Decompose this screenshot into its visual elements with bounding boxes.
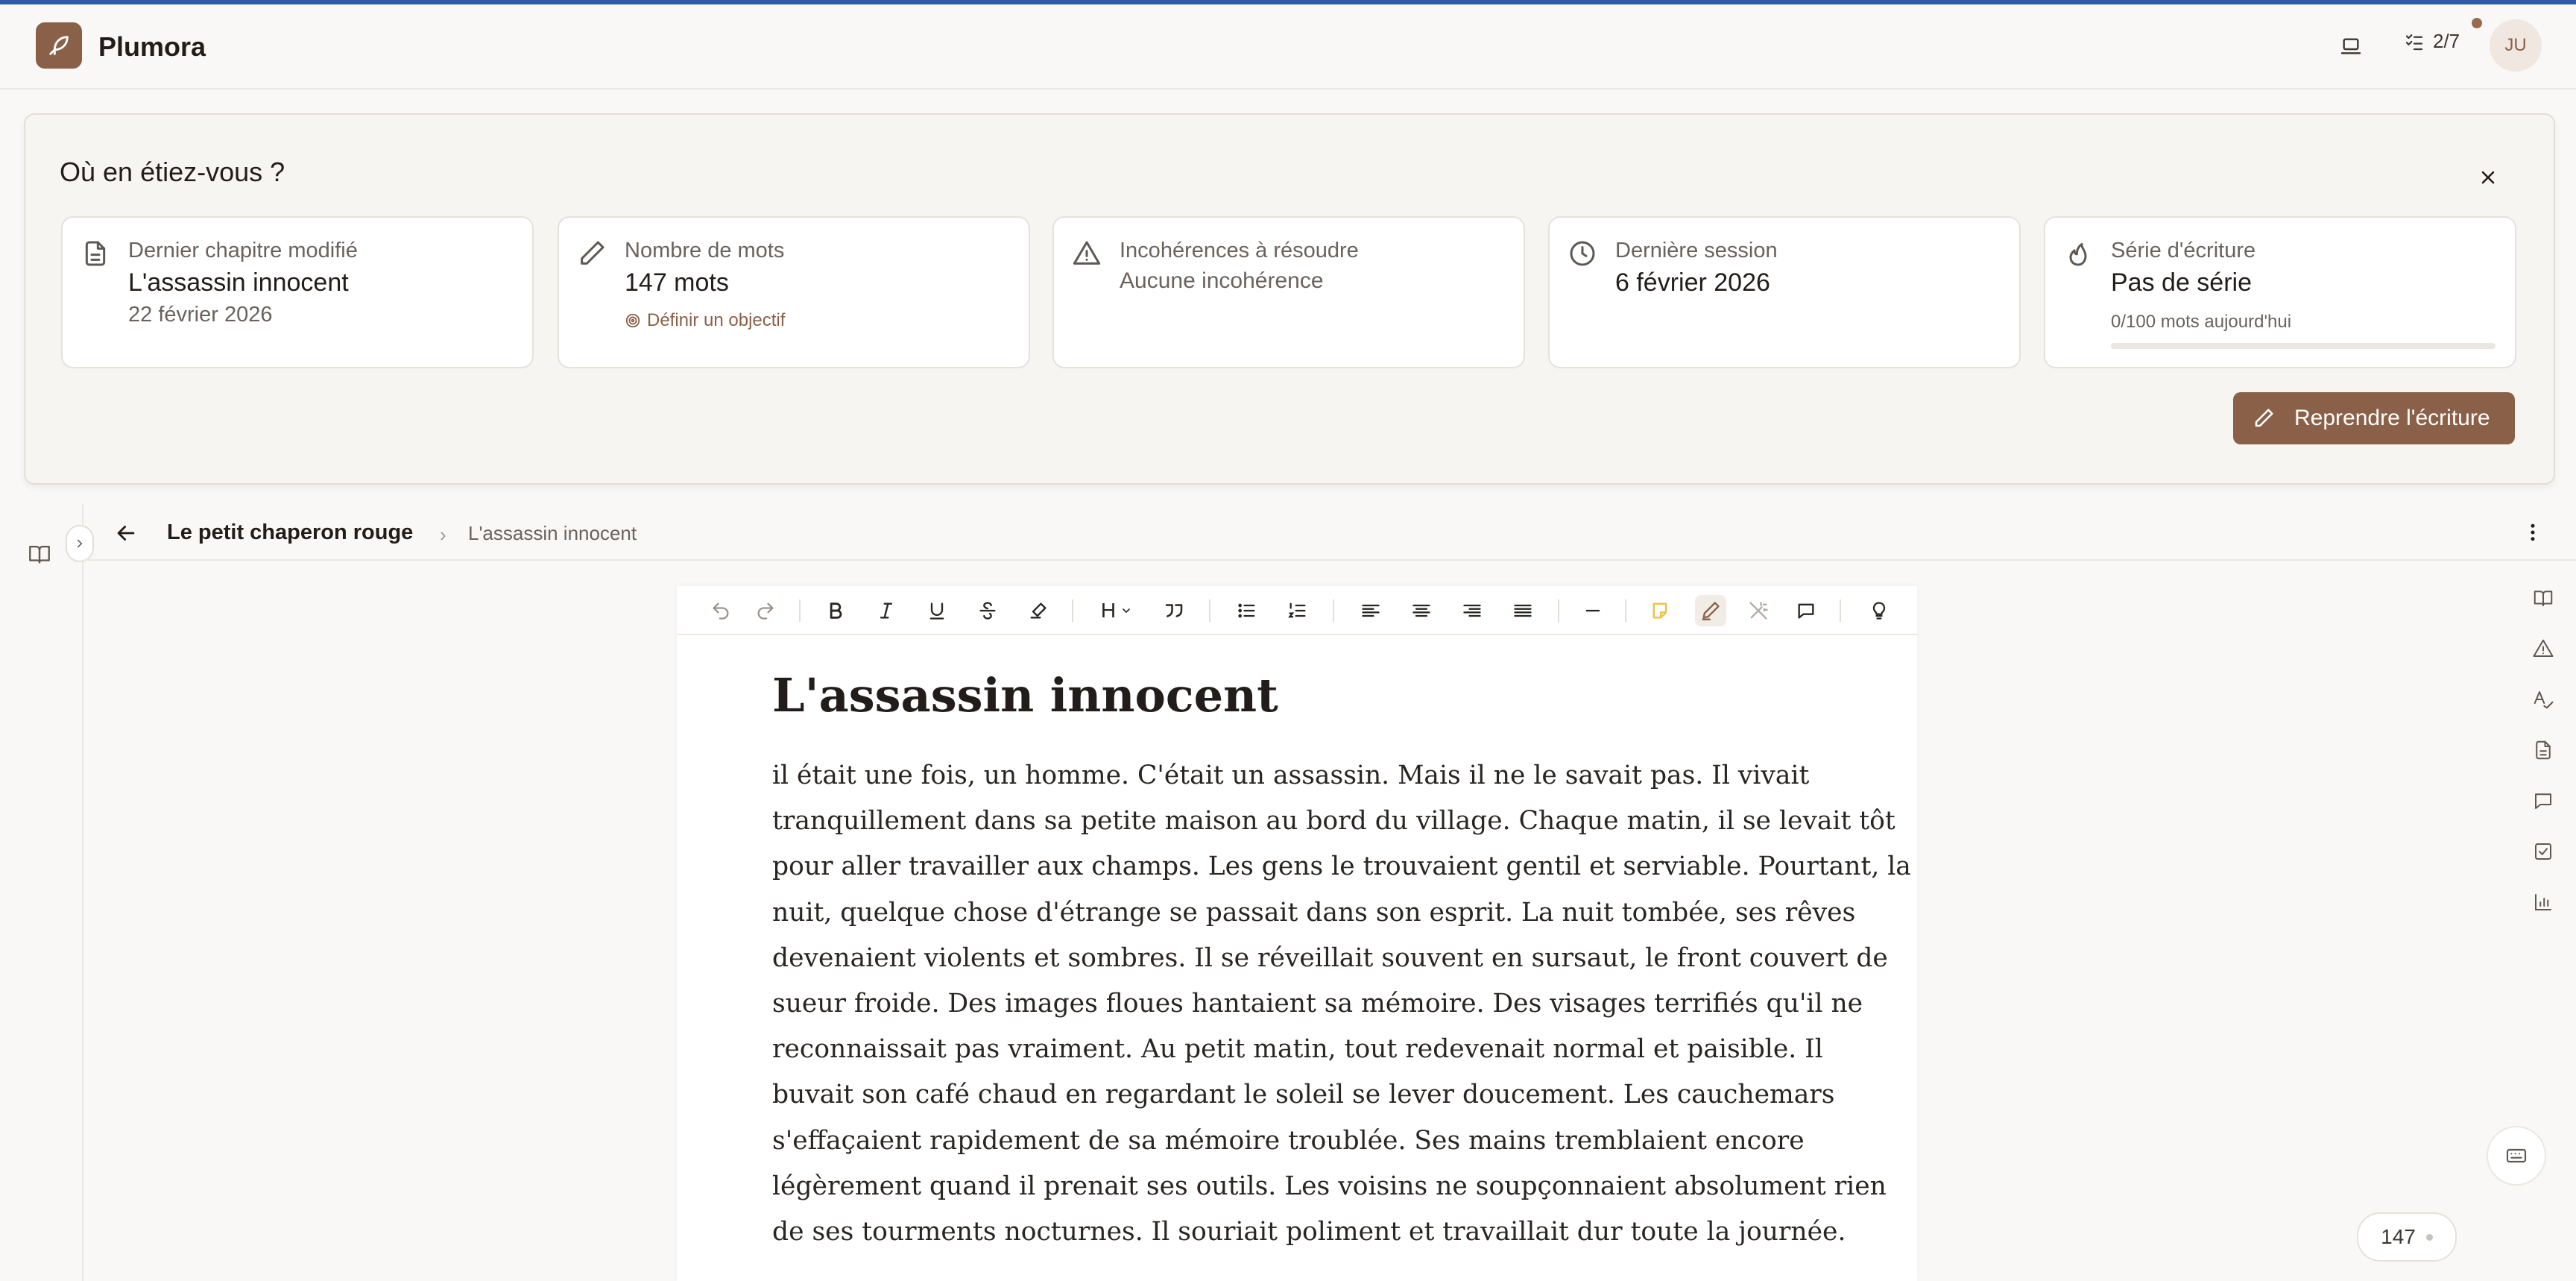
bar-chart-icon	[2532, 891, 2554, 913]
close-icon	[2478, 167, 2498, 188]
document-title[interactable]: L'assassin innocent	[772, 668, 1278, 723]
text-line: tranquillement dans sa petite maison au bord du village. Chaque matin, il se levait tôt	[772, 806, 1895, 837]
card-value: Pas de série	[2111, 268, 2252, 297]
toolbar-divider	[799, 599, 801, 622]
back-button[interactable]	[113, 520, 139, 550]
strikethrough-button[interactable]	[972, 595, 1003, 626]
more-vertical-icon	[2522, 521, 2544, 544]
book-icon	[2532, 587, 2554, 609]
document-body[interactable]	[772, 753, 1911, 1255]
resume-writing-label: Reprendre l'écriture	[2294, 406, 2490, 430]
app-title: Plumora	[98, 31, 206, 62]
heading-label: H	[1100, 599, 1117, 622]
undo-icon	[710, 600, 731, 621]
horizontal-rule-button[interactable]	[1577, 595, 1609, 626]
text-line: de ses tourments nocturnes. Il souriait poliment et travaillait dur toute la journée.	[772, 1217, 1846, 1247]
text-line: pour aller travailler aux champs. Les gens le trouvaient gentil et serviable. Pourtant, la	[772, 852, 1911, 882]
bold-button[interactable]	[820, 595, 851, 626]
minus-icon	[1582, 600, 1603, 621]
comment-icon	[1796, 600, 1816, 621]
card-label: Nombre de mots	[625, 239, 785, 262]
chevron-down-icon	[1120, 605, 1132, 617]
task-progress-count: 2/7	[2433, 30, 2460, 52]
pencil-icon	[2253, 407, 2275, 429]
redo-button[interactable]	[750, 595, 781, 626]
card-date: 22 février 2026	[128, 303, 273, 327]
left-rail	[0, 504, 83, 1281]
app-header	[0, 4, 2576, 89]
text-line: reconnaissait pas vraiment. Au petit matin, tout redevenait normal et paisible. Il	[772, 1034, 1823, 1065]
strikethrough-icon	[977, 600, 998, 621]
status-dot	[2426, 1234, 2433, 1241]
card-inconsistencies[interactable]	[1052, 216, 1525, 368]
align-right-button[interactable]	[1456, 595, 1488, 626]
toolbar-divider	[1333, 599, 1334, 622]
numbered-list-button[interactable]	[1282, 595, 1313, 626]
bold-icon	[825, 600, 846, 621]
text-line: s'effaçaient rapidement de sa mémoire troublée. Ses mains tremblaient encore	[772, 1125, 1805, 1156]
text-line: nuit, quelque chose d'étrange se passait dans son esprit. La nuit tombée, ses rêves	[772, 897, 1856, 928]
pencil-icon	[577, 239, 607, 268]
book-sidebar-button[interactable]	[27, 541, 52, 570]
underline-button[interactable]	[921, 595, 953, 626]
heading-dropdown[interactable]	[1094, 595, 1139, 626]
justify-icon	[1512, 600, 1533, 621]
target-icon	[625, 312, 641, 329]
align-left-button[interactable]	[1355, 595, 1386, 626]
app-logo[interactable]	[36, 22, 82, 69]
task-progress-button[interactable]	[2403, 30, 2460, 53]
keyboard-icon	[2504, 1144, 2528, 1168]
card-last-session	[1548, 216, 2021, 368]
book-icon	[27, 541, 52, 567]
highlight-button[interactable]	[1695, 595, 1726, 626]
text-line: sueur froide. Des images floues hantaient sa mémoire. Des visages terrifiés qu'il ne	[772, 989, 1863, 1019]
align-left-icon	[1360, 600, 1381, 621]
more-options-button[interactable]	[2519, 519, 2546, 546]
card-value: 6 février 2026	[1615, 268, 1770, 297]
set-goal-link[interactable]	[625, 310, 785, 331]
feather-icon	[46, 33, 72, 58]
breadcrumb-chapter: L'assassin innocent	[468, 522, 637, 544]
text-line: légèrement quand il prenait ses outils. Les voisins ne soupçonnaient absolument rien	[772, 1171, 1887, 1201]
panel-title: Où en étiez-vous ?	[60, 157, 285, 187]
text-line: buvait son café chaud en regardant le soleil se lever doucement. Les cauchemars	[772, 1080, 1835, 1110]
rail-tasks-button[interactable]	[2530, 838, 2557, 865]
rail-stats-button[interactable]	[2530, 889, 2557, 916]
laptop-icon	[2339, 34, 2363, 58]
bullet-list-button[interactable]	[1231, 595, 1263, 626]
quote-button[interactable]	[1158, 595, 1190, 626]
card-label: Dernier chapitre modifié	[128, 239, 358, 262]
warning-icon	[1072, 239, 1102, 268]
ideas-button[interactable]	[1863, 595, 1895, 626]
toolbar-divider	[1072, 599, 1073, 622]
document-icon	[2532, 739, 2554, 761]
redo-icon	[755, 600, 776, 621]
bullet-list-icon	[1237, 600, 1257, 621]
underline-icon	[926, 600, 947, 621]
card-value: Aucune incohérence	[1120, 268, 1324, 293]
word-count-badge[interactable]	[2357, 1212, 2457, 1262]
spellcheck-icon	[2532, 688, 2554, 711]
toolbar-divider	[1625, 599, 1626, 622]
card-value: 147 mots	[625, 268, 729, 297]
ai-magic-button[interactable]	[1743, 595, 1774, 626]
align-center-button[interactable]	[1406, 595, 1437, 626]
align-center-icon	[1411, 600, 1432, 621]
sticky-note-button[interactable]	[1644, 595, 1676, 626]
card-word-count	[558, 216, 1030, 368]
undo-button[interactable]	[705, 595, 736, 626]
notification-dot	[2472, 18, 2482, 28]
resume-writing-button[interactable]	[2233, 392, 2515, 444]
rail-book-button[interactable]	[2530, 585, 2557, 611]
rail-spellcheck-button[interactable]	[2530, 686, 2557, 713]
comment-button[interactable]	[1790, 595, 1822, 626]
text-line: devenaient violents et sombres. Il se réveillait souvent en sursaut, le front couvert de	[772, 942, 1888, 973]
keyboard-shortcuts-button[interactable]	[2487, 1126, 2546, 1186]
card-label: Dernière session	[1615, 239, 1778, 262]
warning-icon	[2532, 638, 2554, 660]
rail-warnings-button[interactable]	[2530, 635, 2557, 662]
eraser-icon	[1028, 600, 1049, 621]
word-count-value: 147	[2381, 1225, 2416, 1248]
arrow-left-icon	[113, 520, 139, 546]
toolbar-divider	[1558, 599, 1559, 622]
card-last-chapter[interactable]	[61, 216, 534, 368]
justify-button[interactable]	[1507, 595, 1538, 626]
set-goal-label: Définir un objectif	[647, 310, 786, 330]
comment-icon	[2532, 790, 2554, 812]
checklist-icon	[2403, 31, 2425, 53]
rail-document-button[interactable]	[2530, 737, 2557, 764]
close-panel-button[interactable]	[2473, 163, 2503, 192]
flame-icon	[2063, 239, 2093, 268]
breadcrumb-separator: ›	[440, 523, 446, 546]
highlighter-icon	[1700, 600, 1721, 621]
card-label: Série d'écriture	[2111, 239, 2256, 262]
streak-progress-bar	[2111, 343, 2496, 349]
toolbar-divider	[1840, 599, 1841, 622]
document-icon	[80, 239, 110, 268]
clear-format-button[interactable]	[1023, 595, 1054, 626]
toolbar-divider	[1209, 599, 1210, 622]
clock-icon	[1568, 239, 1597, 268]
card-writing-streak	[2044, 216, 2516, 368]
streak-progress-text: 0/100 mots aujourd'hui	[2111, 312, 2292, 332]
text-line: il était une fois, un homme. C'était un assassin. Mais il ne le savait pas. Il vivait	[772, 761, 1810, 790]
quote-icon	[1163, 599, 1185, 622]
breadcrumb-book[interactable]: Le petit chaperon rouge	[167, 520, 414, 544]
user-avatar[interactable]: JU	[2490, 19, 2542, 72]
breadcrumb-bar	[83, 504, 2576, 561]
italic-icon	[876, 600, 897, 621]
italic-button[interactable]	[871, 595, 902, 626]
card-label: Incohérences à résoudre	[1120, 239, 1359, 262]
numbered-list-icon	[1287, 600, 1308, 621]
laptop-button[interactable]	[2337, 33, 2364, 60]
rail-comments-button[interactable]	[2530, 787, 2557, 814]
align-right-icon	[1462, 600, 1483, 621]
lightbulb-icon	[1869, 600, 1890, 621]
sticky-note-icon	[1650, 600, 1670, 621]
magic-wand-icon	[1748, 600, 1769, 621]
card-value: L'assassin innocent	[128, 268, 349, 297]
checkbox-icon	[2532, 840, 2554, 863]
